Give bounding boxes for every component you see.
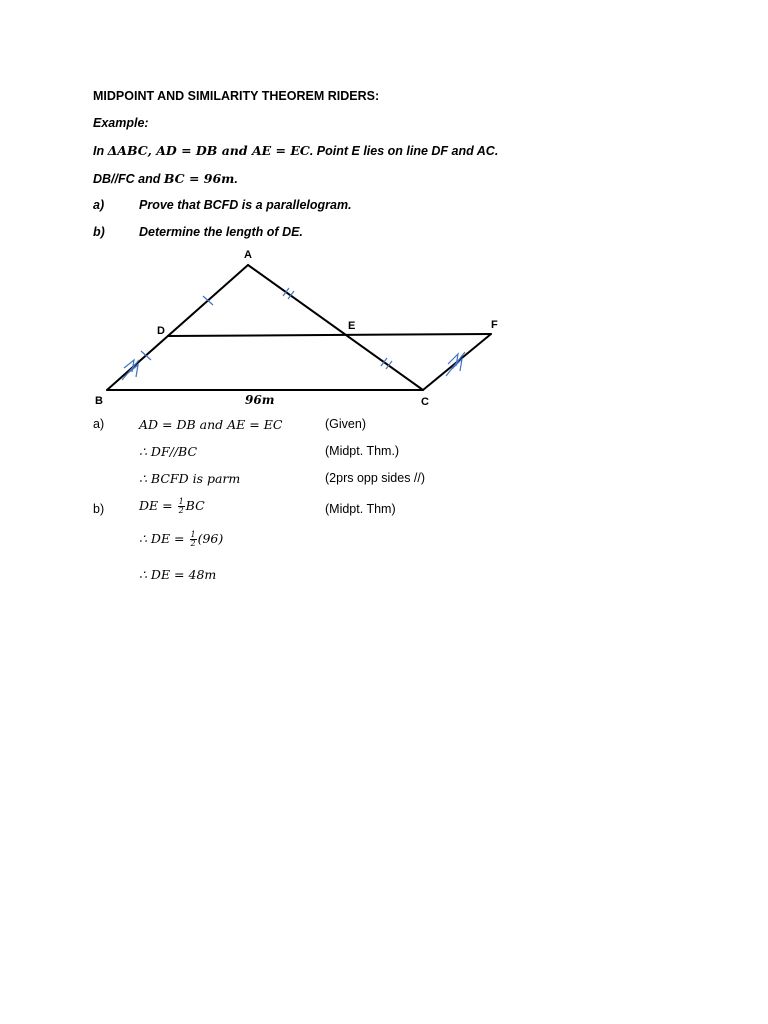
vertex-label-E: E [348, 320, 356, 332]
base-length-label: 96m [245, 393, 275, 407]
solution-b-step-1-post: BC [185, 498, 205, 513]
triangle-figure [0, 0, 768, 420]
solution-b-step-2-pre: ∴ DE = [139, 531, 189, 546]
segment-DF [168, 334, 491, 336]
given2-suffix: . [234, 172, 238, 186]
fraction-half [190, 531, 197, 548]
vertex-label-D: D [157, 325, 165, 337]
question-a-text: Prove that BCFD is a parallelogram. [139, 198, 352, 212]
solution-b-step-3: ∴ DE = 48m [139, 567, 217, 582]
solution-b-step-2-post: (96) [197, 531, 224, 546]
question-b-label: b) [93, 225, 105, 239]
example-label: Example: [93, 116, 149, 130]
fraction-half [178, 498, 185, 515]
fraction-numerator: 1 [178, 497, 184, 506]
vertex-label-A: A [244, 249, 252, 261]
given-suffix: . Point E lies on line DF and AC. [309, 144, 499, 158]
solution-a-reason-1: (Given) [325, 417, 366, 431]
given2-math: BC = 96m [163, 171, 235, 186]
given-math: ΔABC, AD = DB and AE = EC [107, 143, 310, 158]
given-prefix: In [93, 144, 108, 158]
solution-a-step-2: ∴ DF//BC [139, 444, 198, 459]
solution-a-step-1: AD = DB and AE = EC [139, 417, 283, 432]
given2-prefix: DB//FC and [93, 172, 164, 186]
question-b-text: Determine the length of DE. [139, 225, 303, 239]
solution-b-step-2 [139, 531, 223, 548]
solution-a-reason-2: (Midpt. Thm.) [325, 444, 400, 458]
segment-BA [107, 265, 248, 390]
arrow-CF-shaft [446, 352, 465, 376]
fraction-denominator: 2 [178, 506, 184, 515]
fraction-denominator: 2 [190, 539, 196, 548]
vertex-label-B: B [95, 395, 103, 407]
vertex-label-F: F [491, 319, 498, 331]
solution-a-label: a) [93, 417, 105, 431]
page-title: MIDPOINT AND SIMILARITY THEOREM RIDERS: [93, 89, 380, 103]
solution-b-reason-1: (Midpt. Thm) [325, 502, 396, 516]
question-a-label: a) [93, 198, 105, 212]
segment-AC [248, 265, 423, 390]
solution-a-step-3: ∴ BCFD is parm [139, 471, 241, 486]
solution-b-label: b) [93, 502, 105, 516]
solution-b-step-1-pre: DE = [139, 498, 177, 513]
solution-a-reason-3: (2prs opp sides //) [325, 471, 426, 485]
solution-b-step-1 [139, 498, 205, 515]
fraction-numerator: 1 [190, 530, 196, 539]
vertex-label-C: C [421, 396, 429, 408]
